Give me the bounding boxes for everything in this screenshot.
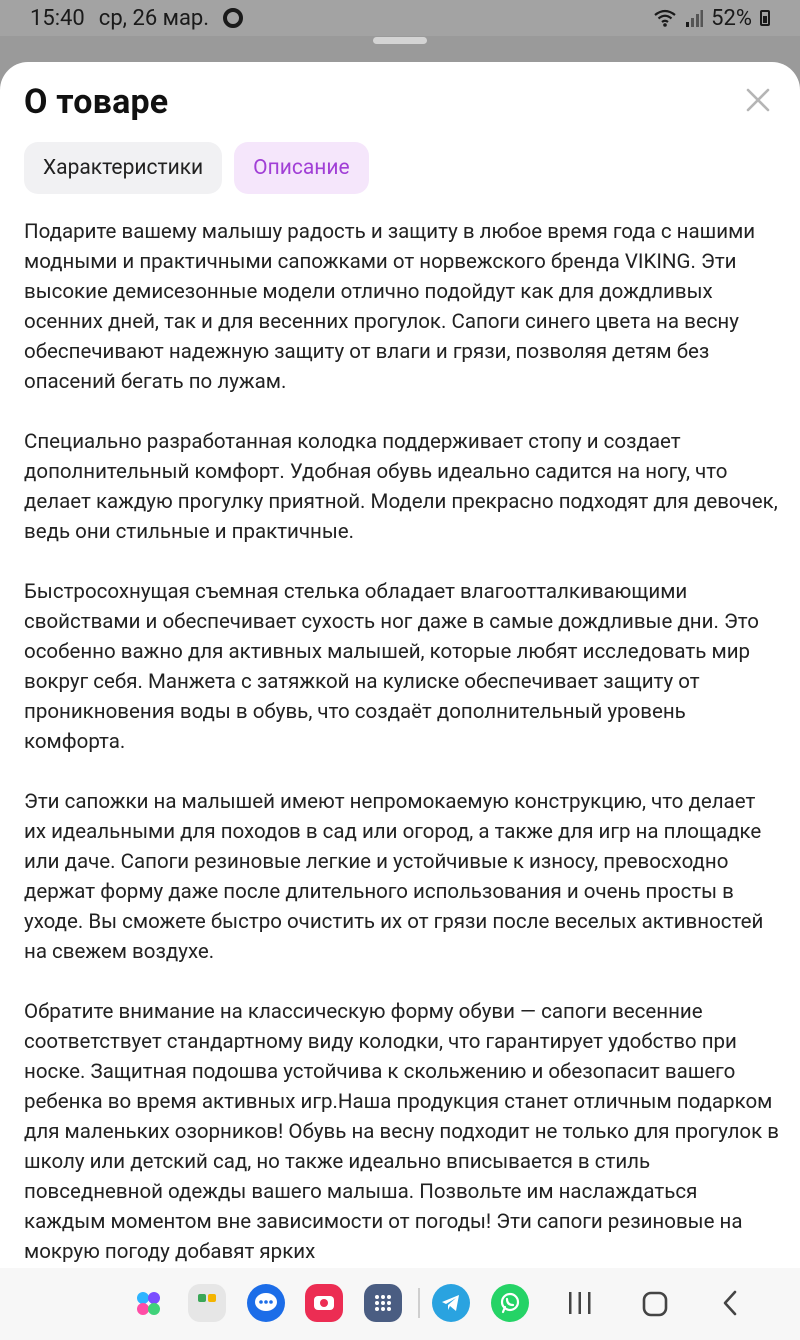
back-key[interactable] [718, 1286, 742, 1322]
battery-percent: 52% [711, 5, 752, 31]
whatsapp-icon[interactable] [491, 1284, 529, 1322]
opera-icon [223, 8, 243, 28]
camera-gallery-icon[interactable] [305, 1284, 343, 1322]
product-info-sheet [0, 62, 800, 1268]
apps-grid-icon[interactable] [364, 1284, 402, 1322]
sheet-tabs [24, 142, 369, 194]
description-paragraph: Быстросохнущая съемная стелька обладает влагоотталкивающими свойствами и обеспечивает сухость ног даже в самые дождливые дни. Это особенно важно для активных малышей, которые любят исследовать мир вокруг себя. Манжета с затяжкой на кулиске обеспечивает защиту от проникновения воды в обувь, что создаёт дополнительный уровень комфорта. [24, 580, 759, 754]
signal-icon [685, 8, 703, 28]
description-paragraph: Специально разработанная колодка поддерживает стопу и создает дополнительный комфорт. Удобная обувь идеально садится на ногу, что делает каждую прогулку приятной. Модели прекрасно подходят для девочек, ведь они стильные и практичные. [24, 430, 778, 544]
status-time: 15:40 [30, 5, 85, 31]
home-key[interactable] [640, 1286, 670, 1322]
wifi-icon [653, 8, 677, 28]
messages-icon[interactable] [247, 1284, 285, 1322]
close-icon [745, 87, 771, 113]
close-button[interactable] [740, 82, 776, 118]
bixby-icon[interactable] [129, 1284, 167, 1322]
description-paragraph: Эти сапожки на малышей имеют непромокаемую конструкцию, что делает их идеальными для походов в сад или огород, а также для игр на площадке или даче. Сапоги резиновые легкие и устойчивые к износу, превосходно держат форму даже после длительного использования и очень просты в уходе. Вы сможете быстро очистить их от грязи после веселых активностей на свежем воздухе. [24, 790, 764, 964]
status-date: ср, 26 мар. [98, 5, 210, 31]
telegram-icon[interactable] [432, 1284, 470, 1322]
recents-key[interactable] [566, 1286, 594, 1322]
tab-description[interactable]: Описание [234, 142, 368, 194]
status-right-group [653, 6, 770, 31]
status-bar [0, 0, 800, 36]
description-text [24, 217, 780, 1268]
tab-characteristics[interactable]: Характеристики [24, 142, 222, 194]
navigation-bar [0, 1268, 800, 1340]
dock-divider [418, 1288, 420, 1318]
description-paragraph: Подарите вашему малышу радость и защиту в любое время года с нашими модными и практичными сапожками от норвежского бренда VIKING. Эти высокие демисезонные модели отлично подойдут как для дождливых осенних дней, так и для весенних прогулок. Сапоги синего цвета на весну обеспечивают надежную защиту от влаги и грязи, позволяя детям без опасений бегать по лужам. [24, 220, 756, 394]
sheet-title: О товаре [24, 82, 169, 122]
folder-icon[interactable] [188, 1284, 226, 1322]
battery-icon [760, 10, 770, 26]
description-paragraph: Обратите внимание на классическую форму обуви — сапоги весенние соответствует стандартному виду колодки, что гарантирует удобство при носке. Защитная подошва устойчива к скольжению и обезопасит вашего ребенка во время активных игр.Наша продукция станет отличным подарком для маленьких озорников! Обувь на весну подходит не только для прогулок в школу или детский сад, но также идеально вписывается в стиль повседневной одежды вашего малыша. Позвольте им наслаждаться каждым моментом вне зависимости от погоды! Эти сапоги резиновые на мокрую погоду добавят ярких [24, 1000, 779, 1264]
sheet-grabber[interactable] [373, 37, 427, 44]
